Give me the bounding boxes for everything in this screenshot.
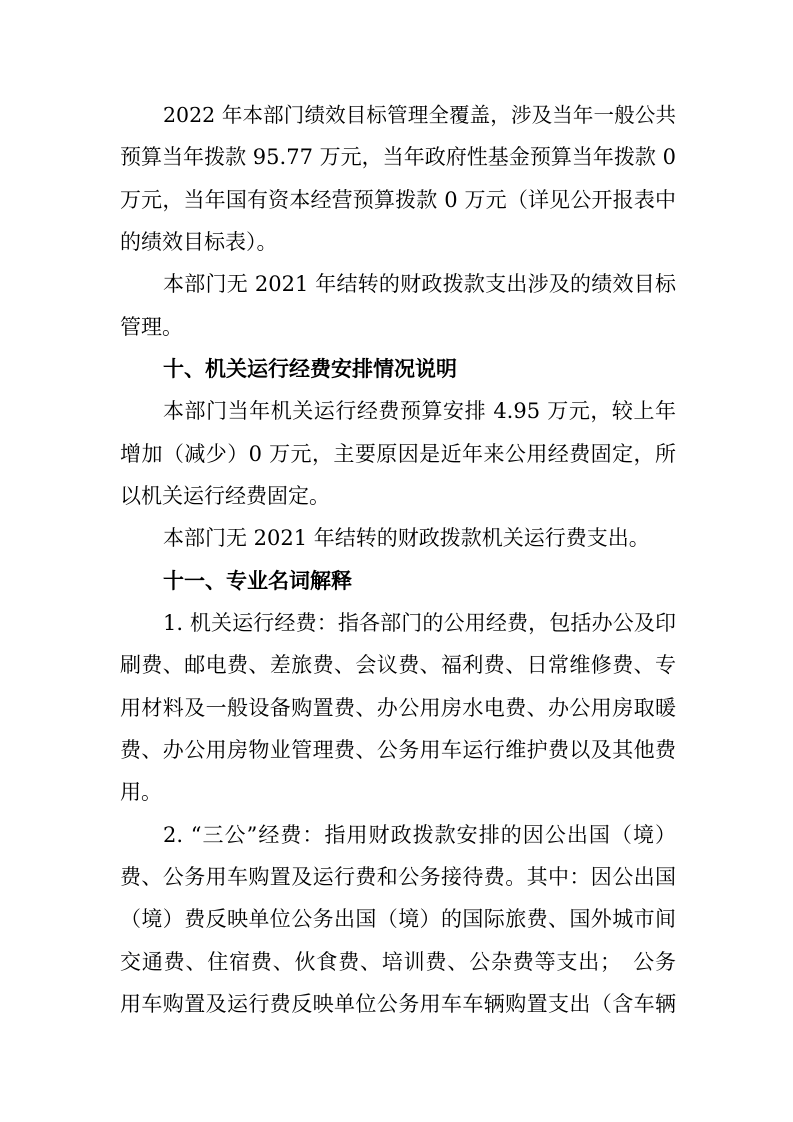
body-text-line: 预算当年拨款 95.77 万元，当年政府性基金预算当年拨款 0 [120,145,676,169]
body-text-line: 刷费、邮电费、差旅费、会议费、福利费、日常维修费、专 [120,653,676,677]
body-text-line: 2. “三公”经费：指用财政拨款安排的因公出国（境） [163,823,676,847]
body-text-line: 用材料及一般设备购置费、办公用房水电费、办公用房取暖 [120,696,676,720]
body-text-line: 本部门当年机关运行经费预算安排 4.95 万元，较上年 [163,399,676,423]
body-text-line: 2022 年本部门绩效目标管理全覆盖，涉及当年一般公共 [163,103,676,127]
body-text-line: 的绩效目标表）。 [120,230,278,254]
body-text-line: 管理。 [120,315,183,339]
body-text-line: 本部门无 2021 年结转的财政拨款支出涉及的绩效目标 [163,272,676,296]
section-heading: 十、机关运行经费安排情况说明 [163,356,457,381]
body-text-line: 用。 [120,780,162,804]
body-text-line: 费、公务用车购置及运行费和公务接待费。其中：因公出国 [120,865,676,889]
body-text-line: （境）费反映单位公务出国（境）的国际旅费、国外城市间 [120,907,676,931]
body-text-line: 本部门无 2021 年结转的财政拨款机关运行费支出。 [163,526,650,550]
body-text-line: 万元，当年国有资本经营预算拨款 0 万元（详见公开报表中 [120,188,676,212]
body-text-line: 费、办公用房物业管理费、公务用车运行维护费以及其他费 [120,738,676,762]
section-heading: 十一、专业名词解释 [163,568,352,593]
body-text-line: 用车购置及运行费反映单位公务用车车辆购置支出（含车辆 [120,992,676,1016]
body-text-line: 1. 机关运行经费：指各部门的公用经费，包括办公及印 [163,611,676,635]
body-text-line: 增加（减少）0 万元，主要原因是近年来公用经费固定，所 [120,442,676,466]
body-text-line: 交通费、住宿费、伙食费、培训费、公杂费等支出； 公务 [120,950,676,974]
body-text-line: 以机关运行经费固定。 [120,484,330,508]
